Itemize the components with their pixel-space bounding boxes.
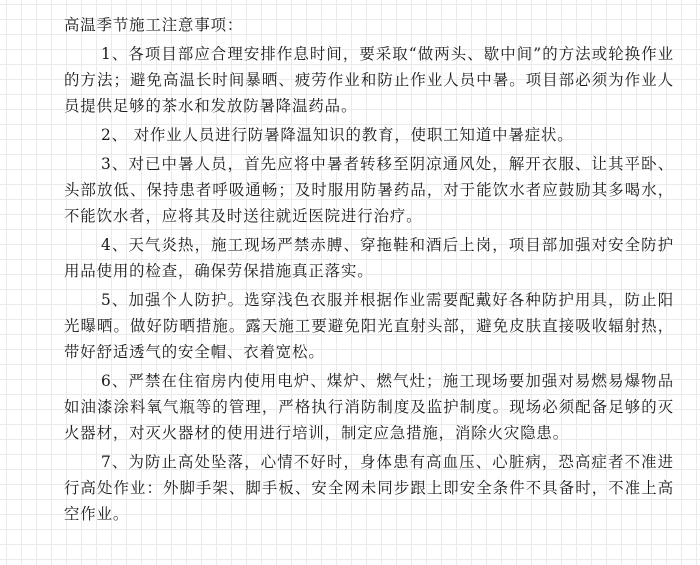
- list-item: [64, 449, 674, 527]
- item-text: 严禁在住宿房内使用电炉、煤炉、燃气灶；施工现场要加强对易燃易爆物品如油漆涂料氧气瓶等的管理，严格执行消防制度及监护制度。现场必须配备足够的灭火器材，对灭火器材的使用进行培训，制定应急措施，消除火灾隐患。: [64, 372, 674, 442]
- item-number: 4、: [100, 236, 129, 254]
- list-item: [64, 368, 674, 446]
- item-text: 天气炎热，施工现场严禁赤膊、穿拖鞋和酒后上岗，项目部加强对安全防护用品使用的检查，确保劳保措施真正落实。: [64, 236, 674, 280]
- item-number: 2、: [100, 126, 128, 144]
- document-title: 高温季节施工注意事项：: [64, 16, 244, 34]
- item-number: 1、: [100, 45, 129, 63]
- document-body: [64, 12, 674, 530]
- item-number: 6、: [100, 372, 129, 390]
- item-number: 7、: [100, 453, 129, 471]
- list-item: [64, 232, 674, 284]
- item-number: 3、: [100, 155, 129, 173]
- item-number: 5、: [100, 291, 129, 309]
- list-item: [64, 151, 674, 229]
- item-text: 对作业人员进行防暑降温知识的教育，使职工知道中暑症状。: [127, 126, 574, 144]
- item-text: 加强个人防护。选穿浅色衣服并根据作业需要配戴好各种防护用具，防止阳光曝晒。做好防晒措施。露天施工要避免阳光直射头部，避免皮肤直接吸收辐射热，带好舒适透气的安全帽、衣着宽松。: [64, 291, 674, 361]
- list-item: [64, 122, 674, 148]
- item-text: 为防止高处坠落，心情不好时，身体患有高血压、心脏病，恐高症者不准进行高处作业：外脚手架、脚手板、安全网未同步跟上即安全条件不具备时，不准上高空作业。: [64, 453, 674, 523]
- item-text: 各项目部应合理安排作息时间，要采取“做两头、歇中间”的方法或轮换作业的方法；避免高温长时间暴晒、疲劳作业和防止作业人员中暑。项目部必须为作业人员提供足够的茶水和发放防暑降温药品。: [64, 45, 675, 115]
- list-item: [64, 287, 674, 365]
- item-text: 对已中暑人员，首先应将中暑者转移至阴凉通风处，解开衣服、让其平卧、头部放低、保持患者呼吸通畅；及时服用防暑药品，对于能饮水者应鼓励其多喝水，不能饮水者，应将其及时送往就近医院进行治疗。: [64, 155, 674, 225]
- list-item: [64, 41, 674, 119]
